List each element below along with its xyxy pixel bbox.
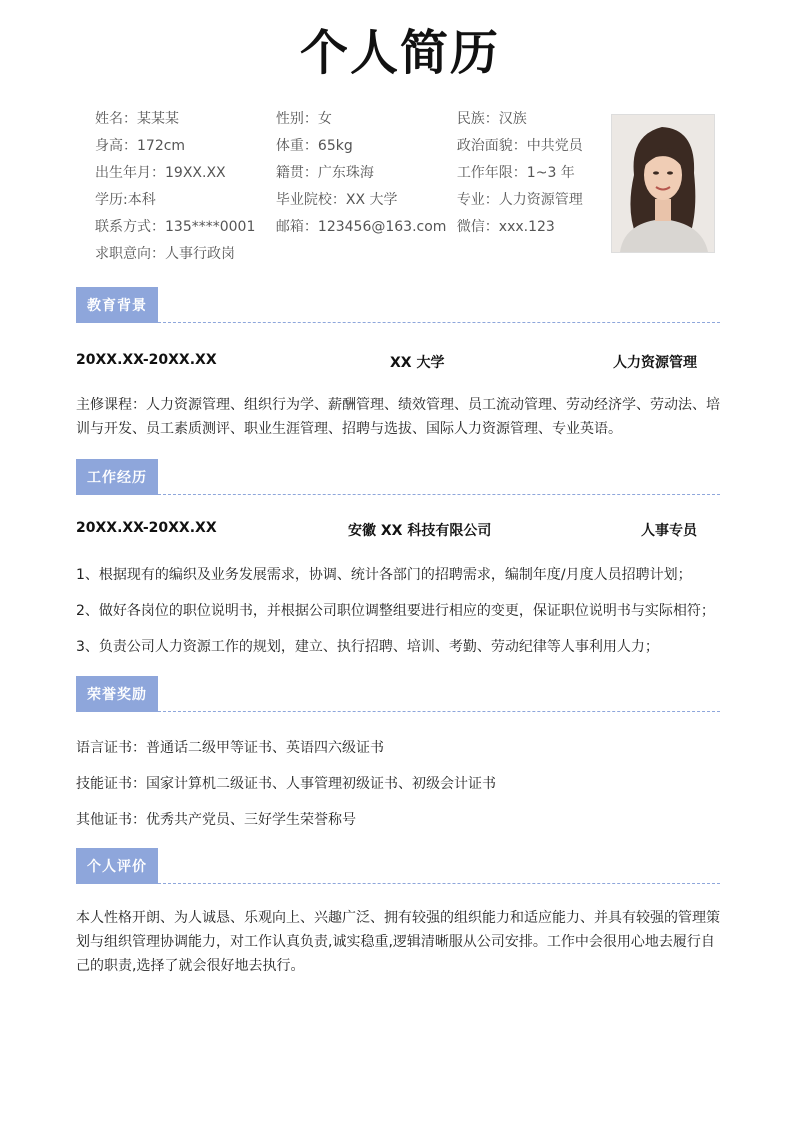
honor-item: 语言证书：普通话二级甲等证书、英语四六级证书 — [76, 740, 384, 756]
work-duty-item: 2、做好各岗位的职位说明书，并根据公司职位调整组要进行相应的变更，保证职位说明书与实际相符； — [76, 603, 715, 619]
info-work-years: 工作年限：1~3 年 — [456, 164, 575, 181]
info-political-status: 政治面貌：中共党员 — [456, 137, 583, 154]
education-courses: 主修课程：人力资源管理、组织行为学、薪酬管理、绩效管理、员工流动管理、劳动经济学、劳动法、培训与开发、员工素质测评、职业生涯管理、招聘与选拔、国际人力资源管理、专业英语。 — [76, 397, 720, 437]
section-evaluation-header — [76, 848, 720, 884]
evaluation-text: 本人性格开朗、为人诚恳、乐观向上、兴趣广泛、拥有较强的组织能力和适应能力、并具有较强的管理策划与组织管理协调能力，对工作认真负责,诚实稳重,逻辑清晰服从公司安排。工作中会很用心地去履行自己的职责,选择了就会很好地去执行。 — [76, 910, 720, 974]
resume-title: 个人简历 — [299, 25, 500, 81]
profile-photo — [611, 114, 715, 253]
info-degree: 学历:本科 — [95, 191, 156, 208]
section-education-tag: 教育背景 — [76, 287, 158, 323]
info-email: 邮箱：123456@163.com — [275, 218, 447, 235]
info-row — [95, 158, 615, 185]
education-major: 人力资源管理 — [613, 355, 697, 371]
section-evaluation-tag: 个人评价 — [76, 848, 158, 884]
info-phone: 联系方式：135****0001 — [95, 218, 256, 235]
info-weight: 体重：65kg — [275, 137, 353, 154]
education-school: XX 大学 — [390, 355, 445, 371]
work-period: 20XX.XX-20XX.XX — [76, 520, 217, 536]
honor-item: 其他证书：优秀共产党员、三好学生荣誉称号 — [76, 812, 356, 828]
info-major: 专业：人力资源管理 — [456, 191, 583, 208]
info-row — [95, 131, 615, 158]
info-row — [95, 104, 615, 131]
info-school: 毕业院校：XX 大学 — [275, 191, 398, 208]
section-divider — [158, 494, 720, 495]
section-education-header — [76, 287, 720, 323]
section-work-header — [76, 459, 720, 495]
education-period: 20XX.XX-20XX.XX — [76, 352, 217, 368]
section-divider — [158, 883, 720, 884]
info-ethnicity: 民族：汉族 — [456, 110, 527, 127]
info-wechat: 微信：xxx.123 — [456, 218, 555, 235]
info-row — [95, 212, 615, 239]
work-duty-item: 3、负责公司人力资源工作的规划，建立、执行招聘、培训、考勤、劳动纪律等人事利用人力； — [76, 639, 659, 655]
info-row — [95, 185, 615, 212]
section-divider — [158, 711, 720, 712]
section-divider — [158, 322, 720, 323]
work-position: 人事专员 — [641, 523, 697, 539]
honor-item: 技能证书：国家计算机二级证书、人事管理初级证书、初级会计证书 — [76, 776, 496, 792]
info-hometown: 籍贯：广东珠海 — [275, 164, 374, 181]
portrait-illustration — [612, 115, 714, 252]
info-birth: 出生年月：19XX.XX — [95, 164, 226, 181]
education-summary-row — [76, 352, 697, 372]
work-duty-item: 1、根据现有的编织及业务发展需求，协调、统计各部门的招聘需求，编制年度/月度人员招聘计划； — [76, 567, 692, 583]
section-work-tag: 工作经历 — [76, 459, 158, 495]
info-name: 姓名：某某某 — [95, 110, 179, 127]
work-summary-row — [76, 520, 697, 540]
info-row — [95, 239, 615, 266]
section-honors-header — [76, 676, 720, 712]
section-honors-tag: 荣誉奖励 — [76, 676, 158, 712]
personal-info-grid — [95, 104, 615, 266]
info-height: 身高：172cm — [95, 137, 186, 154]
work-company: 安徽 XX 科技有限公司 — [348, 523, 492, 539]
info-job-intent: 求职意向：人事行政岗 — [95, 245, 235, 262]
info-gender: 性别：女 — [275, 110, 332, 127]
